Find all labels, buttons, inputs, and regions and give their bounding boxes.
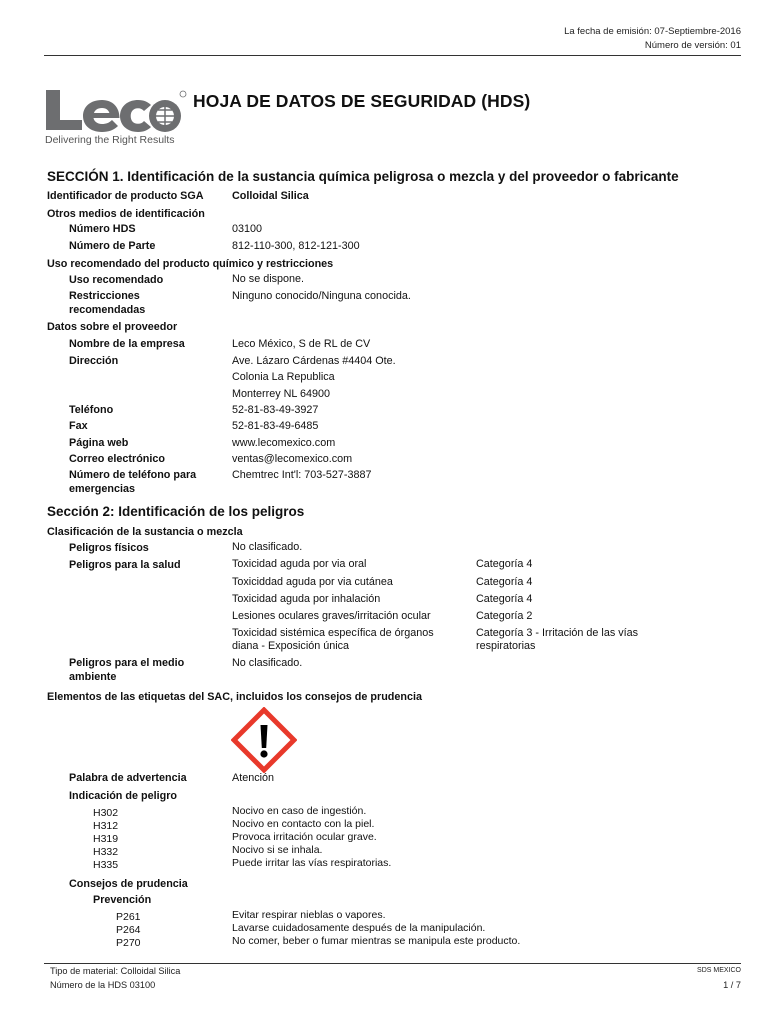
prevention-heading: Prevención (93, 894, 152, 906)
hazard-text: Nocivo si se inhala. (232, 844, 323, 856)
precaution-text: Evitar respirar nieblas o vapores. (232, 909, 386, 921)
hazard-statement-heading: Indicación de peligro (69, 790, 177, 802)
env-hazards-label: Peligros para el medio (69, 657, 185, 669)
product-id-value: Colloidal Silica (232, 190, 309, 202)
health-hazards-label: Peligros para la salud (69, 559, 181, 571)
page-number: 1 / 7 (723, 980, 741, 990)
health-hazard-row: Lesiones oculares graves/irritación ocular (232, 610, 431, 622)
web-label: Página web (69, 437, 129, 449)
health-hazard-row: Toxiciddad aguda por via cutánea (232, 576, 393, 588)
health-hazard-category: Categoría 3 - Irritación de las vías (476, 627, 639, 639)
label-elements-heading: Elementos de las etiquetas del SAC, incluidos los consejos de prudencia (47, 691, 422, 703)
sds-number-label: Número HDS (69, 223, 136, 235)
hazard-code: H302 (93, 807, 119, 819)
restrictions-label: Restricciones (69, 290, 140, 302)
emergency-value: Chemtrec Int'l: 703-527-3887 (232, 469, 372, 481)
fax-label: Fax (69, 420, 88, 432)
precautionary-heading: Consejos de prudencia (69, 878, 188, 890)
hazard-text: Puede irritar las vías respiratorias. (232, 857, 392, 869)
health-hazard-category: Categoría 4 (476, 593, 533, 605)
health-hazard-row: Toxicidad sistémica específica de órganos (232, 627, 434, 639)
email-label: Correo electrónico (69, 453, 165, 465)
restrictions-label-cont: recomendadas (69, 304, 146, 316)
company-label: Nombre de la empresa (69, 338, 185, 350)
env-hazards-value: No clasificado. (232, 657, 303, 669)
health-hazard-category-cont: respiratorias (476, 640, 536, 652)
address-label: Dirección (69, 355, 119, 367)
hazard-code: H332 (93, 846, 119, 858)
address-line1: Ave. Lázaro Cárdenas #4404 Ote. (232, 355, 396, 367)
phone-label: Teléfono (69, 404, 114, 416)
web-link[interactable]: www.lecomexico.com (232, 437, 336, 449)
physical-hazards-label: Peligros físicos (69, 542, 149, 554)
emergency-label: Número de teléfono para (69, 469, 197, 481)
phone-value: 52-81-83-49-3927 (232, 404, 319, 416)
supplier-heading: Datos sobre el proveedor (47, 321, 178, 333)
hazard-text: Nocivo en contacto con la piel. (232, 818, 375, 830)
hazard-code: H312 (93, 820, 119, 832)
footer-material-type: Tipo de material: Colloidal Silica (50, 966, 181, 976)
footer-doc-code: SDS MEXICO (697, 967, 741, 974)
precaution-text: No comer, beber o fumar mientras se manipula este producto. (232, 935, 521, 947)
sds-number-value: 03100 (232, 223, 263, 235)
footer-sds-number: Número de la HDS 03100 (50, 980, 156, 990)
hazard-text: Nocivo en caso de ingestión. (232, 805, 367, 817)
precaution-code: P270 (116, 937, 141, 949)
issue-date: La fecha de emisión: 07-Septiembre-2016 (564, 26, 741, 37)
health-hazard-category: Categoría 4 (476, 558, 533, 570)
precaution-text: Lavarse cuidadosamente después de la manipulación. (232, 922, 486, 934)
header-divider (44, 55, 741, 56)
health-hazard-category: Categoría 4 (476, 576, 533, 588)
exclamation-mark-pictogram-icon (231, 707, 297, 773)
health-hazard-row-cont: diana - Exposición única (232, 640, 350, 652)
health-hazard-row: Toxicidad aguda por via oral (232, 558, 367, 570)
health-hazard-category: Categoría 2 (476, 610, 533, 622)
other-means-heading: Otros medios de identificación (47, 208, 205, 220)
footer-divider (44, 963, 741, 964)
address-line3: Monterrey NL 64900 (232, 388, 331, 400)
restrictions-value: Ninguno conocido/Ninguna conocida. (232, 290, 411, 302)
hazard-text: Provoca irritación ocular grave. (232, 831, 377, 843)
env-hazards-label-cont: ambiente (69, 671, 117, 683)
hazard-code: H319 (93, 833, 119, 845)
email-link[interactable]: ventas@lecomexico.com (232, 453, 353, 465)
version-number: Número de versión: 01 (644, 40, 741, 51)
section2-heading: Sección 2: Identificación de los peligros (47, 504, 305, 519)
fax-value: 52-81-83-49-6485 (232, 420, 319, 432)
hazard-code: H335 (93, 859, 119, 871)
document-title: HOJA DE DATOS DE SEGURIDAD (HDS) (193, 91, 531, 111)
part-number-value: 812-110-300, 812-121-300 (232, 240, 360, 252)
address-line2: Colonia La Republica (232, 371, 335, 383)
precaution-code: P264 (116, 924, 141, 936)
company-value: Leco México, S de RL de CV (232, 338, 371, 350)
product-id-label: Identificador de producto SGA (47, 190, 204, 202)
physical-hazards-value: No clasificado. (232, 541, 303, 553)
signal-word-label: Palabra de advertencia (69, 772, 187, 784)
logo-tagline: Delivering the Right Results (45, 134, 175, 146)
signal-word-value: Atención (232, 772, 275, 784)
health-hazard-row: Toxicidad aguda por inhalación (232, 593, 381, 605)
section1-heading: SECCIÓN 1. Identificación de la sustancia química peligrosa o mezcla y del proveedor o fabricante (47, 169, 679, 184)
recommended-use-label: Uso recomendado (69, 274, 164, 286)
recommended-use-value: No se dispone. (232, 273, 305, 285)
classification-heading: Clasificación de la sustancia o mezcla (47, 526, 243, 538)
emergency-label-cont: emergencias (69, 483, 136, 495)
precaution-code: P261 (116, 911, 141, 923)
use-heading: Uso recomendado del producto químico y restricciones (47, 258, 334, 270)
part-number-label: Número de Parte (69, 240, 156, 252)
